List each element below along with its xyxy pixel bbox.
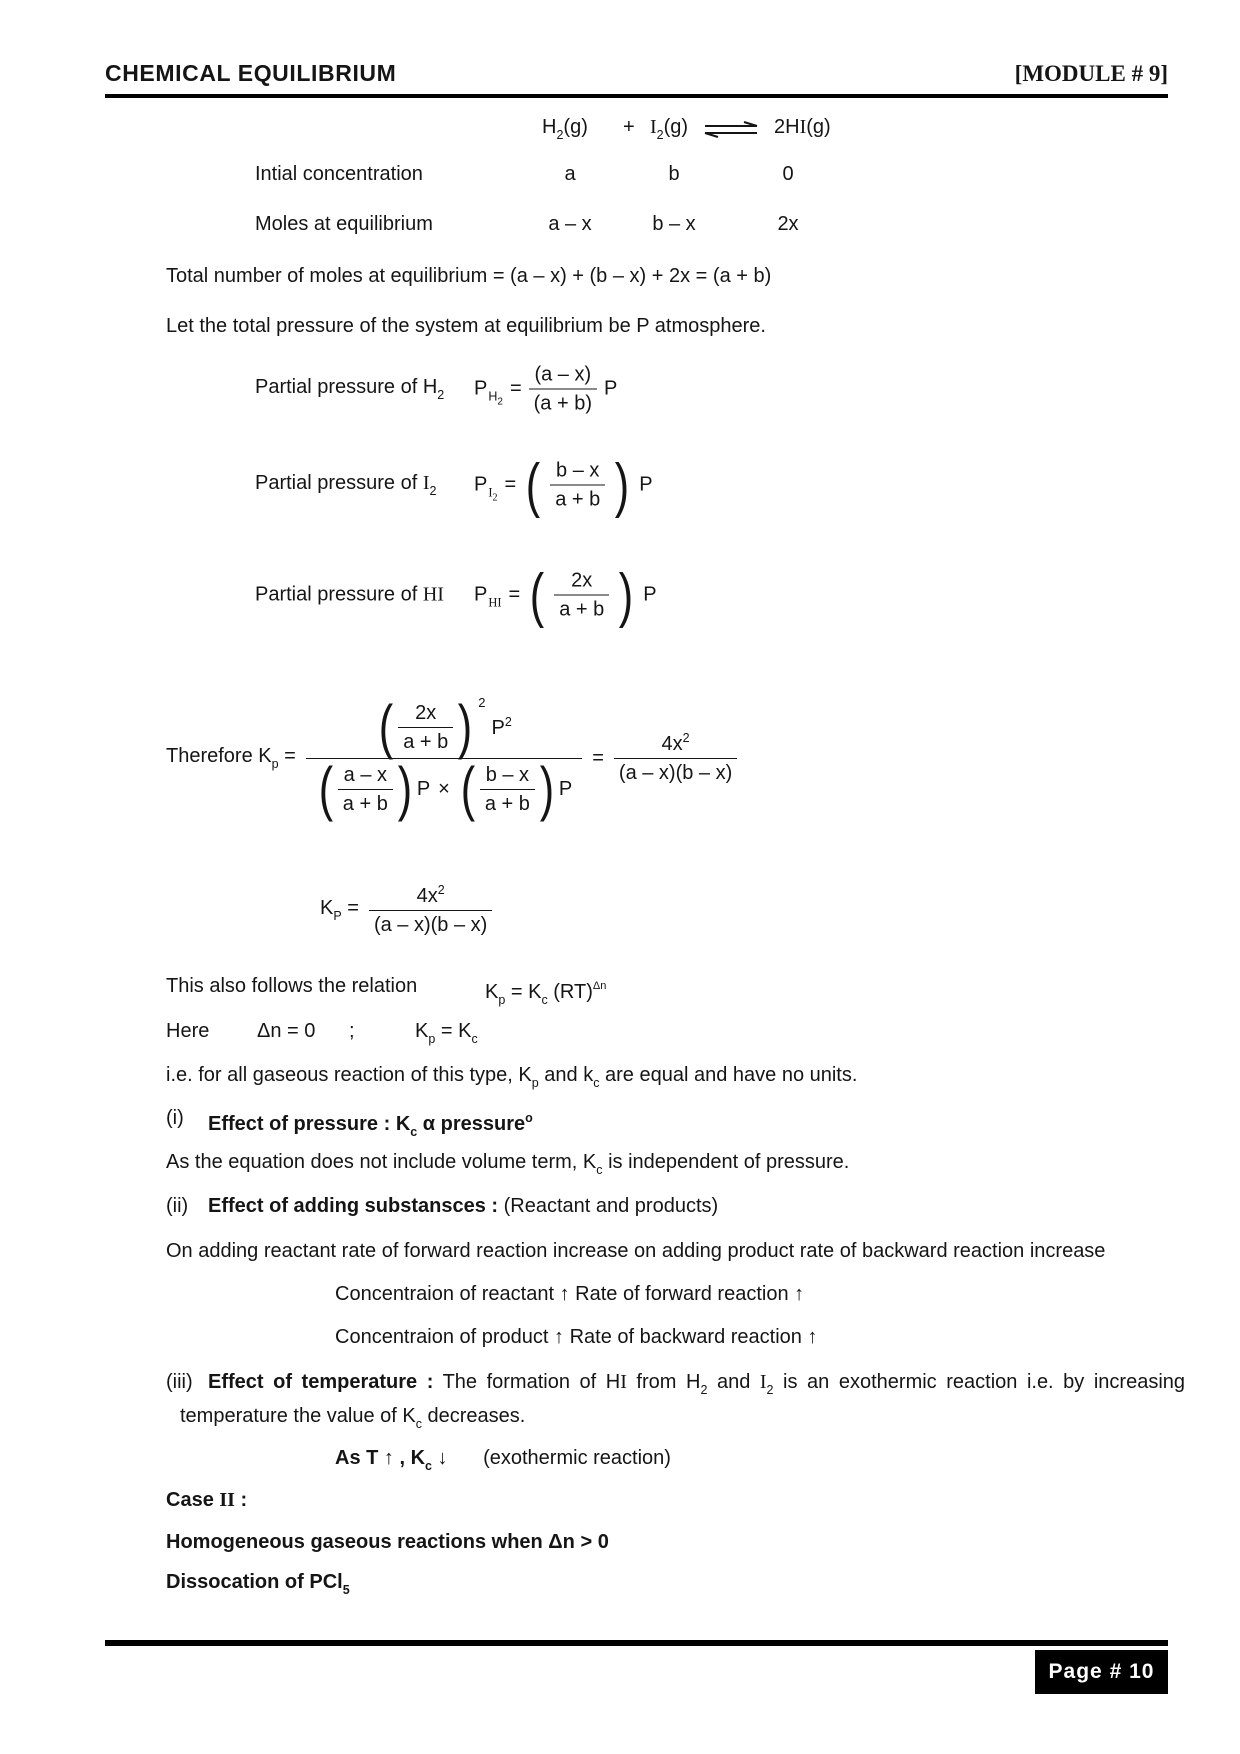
label-chem: HI [422, 583, 444, 606]
pressure-factor: P [639, 473, 653, 496]
dissociation-heading [166, 1569, 350, 1603]
therefore-label [166, 745, 296, 771]
equals-sign: = [510, 981, 523, 1003]
numerator: 2x [571, 569, 593, 592]
partial-pressure-i2-label [255, 472, 436, 498]
partial-pressure-hi-row [0, 560, 1240, 630]
ie-text: are equal and have no units. [599, 1064, 858, 1086]
k-subscript: c [471, 1032, 478, 1046]
h2-subscript: 2 [556, 128, 564, 142]
pressure-factor: P [558, 777, 573, 800]
row-label: Moles at equilibrium [255, 213, 433, 235]
down-arrow-icon: ↓ [431, 1447, 448, 1469]
section-adding-body: On adding reactant rate of forward reaction increase on adding product rate of backward reaction increase [166, 1240, 1106, 1262]
k-subscript: p [498, 993, 506, 1007]
body-text: temperature the value of K [180, 1405, 416, 1427]
i2-subscript: 2 [766, 1383, 774, 1397]
partial-pressure-h2-row [0, 356, 1240, 422]
denominator: a + b [554, 595, 609, 623]
p-letter: P [491, 716, 505, 739]
p-symbol [474, 377, 503, 408]
denominator: (a – x)(b – x) [369, 910, 492, 938]
ie-text: i.e. for all gaseous reaction of this type, K [166, 1064, 532, 1086]
ie-line [166, 1062, 857, 1096]
k-subscript: c [415, 1417, 422, 1431]
table-row-equilibrium [0, 213, 1240, 239]
denominator: (a + b) [529, 389, 597, 417]
product-coefficient: 2H [774, 116, 800, 138]
fraction [338, 762, 393, 817]
p-letter: P [474, 473, 488, 496]
case-text: Case [166, 1489, 220, 1511]
numerator-exponent: 2 [682, 731, 690, 745]
roman-numeral: II [219, 1489, 235, 1511]
section-pressure-heading [166, 1105, 533, 1139]
exothermic-label: (exothermic reaction) [483, 1447, 671, 1469]
partial-pressure-hi-formula [474, 561, 657, 628]
page-header [105, 60, 1168, 98]
heading-text: Effect of adding substansces : [208, 1195, 499, 1217]
partial-pressure-i2-formula [474, 451, 653, 518]
section-temperature-heading [166, 1369, 1186, 1397]
reactant-h2 [542, 116, 588, 142]
reaction-equation [0, 116, 1240, 144]
h2-state: (g) [563, 116, 588, 138]
cell-i2-equilibrium: b – x [652, 213, 696, 235]
partial-pressure-h2-formula [474, 362, 617, 417]
result-fraction [369, 882, 492, 938]
kp-subscript: p [271, 757, 279, 771]
cell-h2-initial: a [564, 163, 576, 185]
i2-symbol: I [650, 116, 657, 138]
right-paren: ) [458, 693, 473, 760]
k-subscript: c [593, 1076, 600, 1090]
k-subscript: p [428, 1032, 436, 1046]
page-title: CHEMICAL EQUILIBRIUM [105, 60, 397, 86]
body-text: decreases. [421, 1405, 526, 1427]
equals-sign: = [504, 473, 517, 496]
semicolon: ; [349, 1020, 355, 1042]
kp-result-equation [320, 876, 492, 944]
p-symbol [474, 473, 498, 504]
p-letter: P [474, 583, 488, 606]
section-number: (i) [166, 1107, 184, 1129]
cell-h2-equilibrium: a – x [548, 213, 592, 235]
case-2-heading [166, 1487, 247, 1513]
concentration-reactant-line: Concentraion of reactant ↑ Rate of forward reaction ↑ [335, 1283, 805, 1305]
k-subscript: c [541, 993, 548, 1007]
numerator: (a – x) [534, 363, 592, 386]
right-paren: ) [539, 755, 555, 822]
equilibrium-arrows-icon [702, 121, 760, 139]
numerator [412, 882, 450, 910]
p-subscript [488, 485, 498, 504]
fraction [550, 458, 605, 513]
equals-sign: = [284, 745, 296, 767]
k-letter: K [485, 981, 499, 1003]
left-paren: ( [379, 693, 394, 760]
kp-kc-equality [415, 1018, 478, 1052]
body-text: As the equation does not include volume term, K [166, 1151, 597, 1173]
let-pressure-line: Let the total pressure of the system at equilibrium be P atmosphere. [166, 315, 766, 337]
equals-sign: = [592, 746, 604, 769]
label-subscript: 2 [429, 484, 437, 498]
denominator: a + b [398, 727, 453, 755]
p-squared [491, 715, 511, 740]
k-subscript: P [333, 909, 342, 923]
p-subscript-main: I [488, 485, 493, 500]
left-paren: ( [318, 755, 333, 822]
k-subscript: c [596, 1163, 603, 1177]
as-t-bold [335, 1447, 448, 1473]
denominator: (a – x)(b – x) [614, 758, 737, 786]
table-row-initial [0, 163, 1240, 189]
zero-exponent: o [525, 1111, 533, 1125]
p-symbol [474, 583, 502, 610]
left-paren: ( [460, 755, 476, 822]
i2-subscript: 2 [656, 128, 664, 142]
reactant-i2 [650, 116, 688, 142]
h2-symbol: H [542, 116, 557, 138]
k-letter: K [458, 1020, 472, 1042]
ie-text: and k [538, 1064, 594, 1086]
heading-text: Effect of temperature : [208, 1371, 434, 1393]
cell-hi-equilibrium: 2x [777, 213, 799, 235]
body-text: from H [626, 1371, 701, 1393]
numerator-text: 4x [416, 885, 438, 907]
exothermic-note-line [335, 1445, 671, 1479]
relation-line [166, 973, 1168, 1007]
relation-formula [485, 973, 606, 1013]
kp-derivation-equation [166, 690, 737, 826]
k-letter: K [528, 981, 542, 1003]
k-letter: K [320, 897, 334, 919]
main-denominator [306, 755, 582, 822]
pressure-factor: P [643, 583, 657, 606]
numerator: b – x [485, 763, 530, 786]
numerator-text: 4x [661, 733, 683, 755]
plus-sign: + [623, 116, 635, 138]
here-text: Here [166, 1020, 210, 1042]
p-subscript-sub: 2 [492, 492, 498, 504]
section-heading-text [208, 1105, 533, 1145]
k-subscript: p [531, 1076, 539, 1090]
right-paren: ) [619, 561, 634, 628]
section-heading-text [208, 1369, 1185, 1403]
heading-tail: (Reactant and products) [498, 1195, 719, 1217]
equals-sign: = [347, 897, 359, 919]
here-line [166, 1018, 1168, 1044]
times-sign: × [438, 777, 450, 800]
row-label: Intial concentration [255, 163, 423, 185]
i2-state: (g) [663, 116, 689, 138]
total-moles-line: Total number of moles at equilibrium = (a – x) + (b – x) + 2x = (a + b) [166, 265, 772, 287]
right-paren: ) [397, 755, 413, 822]
label-text: Partial pressure of [255, 583, 423, 606]
section-adding-heading [166, 1193, 719, 1219]
fraction [398, 700, 453, 755]
cell-hi-initial: 0 [782, 163, 794, 185]
heading-text: Dissocation of PCl [166, 1571, 343, 1593]
left-paren: ( [526, 451, 541, 518]
concentration-product-line: Concentraion of product ↑ Rate of backward reaction ↑ [335, 1326, 818, 1348]
p-subscript: HI [488, 595, 502, 610]
denominator: a + b [480, 789, 535, 817]
k-letter: K [415, 1020, 429, 1042]
product-state: (g) [806, 116, 831, 138]
main-fraction [306, 693, 582, 822]
equals-sign: = [440, 1020, 453, 1042]
body-text: The formation of H [433, 1371, 621, 1393]
product-i: I [799, 116, 807, 138]
numerator: b – x [556, 459, 600, 482]
section-heading-text [208, 1193, 718, 1219]
k-subscript: c [425, 1459, 432, 1473]
p-subscript [488, 389, 503, 408]
p-letter: P [474, 377, 488, 400]
fraction [529, 362, 597, 417]
partial-pressure-i2-row [0, 450, 1240, 520]
delta-n-exponent: Δn [592, 980, 607, 992]
numerator: a – x [343, 763, 387, 786]
footer-rule [105, 1640, 1168, 1646]
numerator: 2x [415, 701, 437, 724]
therefore-text: Therefore K [166, 745, 272, 767]
i2-symbol: I [759, 1371, 767, 1393]
section-number: (iii) [166, 1371, 193, 1393]
section-temperature-body-2 [180, 1403, 525, 1437]
heading-text: Effect of pressure : K [208, 1113, 411, 1135]
squared-exponent: 2 [478, 694, 486, 710]
denominator: a + b [550, 485, 605, 513]
label-subscript: 2 [437, 388, 445, 402]
delta-n-value: Δn = 0 [257, 1020, 316, 1042]
p-subscript-sub: 2 [497, 396, 503, 408]
partial-pressure-h2-label [255, 376, 444, 402]
pressure-factor: P [603, 377, 618, 400]
label-text: Partial pressure of H [255, 376, 438, 398]
pcl5-subscript: 5 [342, 1583, 350, 1597]
fraction [480, 762, 535, 817]
left-paren: ( [530, 561, 545, 628]
section-number: (ii) [166, 1195, 189, 1217]
bold-text: As T ↑ , K [335, 1447, 426, 1469]
body-text: is an exothermic reaction i.e. by increasing [773, 1371, 1186, 1393]
k-subscript: c [410, 1125, 418, 1139]
numerator-exponent: 2 [437, 883, 445, 897]
section-pressure-body [166, 1149, 849, 1183]
homogeneous-heading: Homogeneous gaseous reactions when Δn > 0 [166, 1531, 609, 1553]
numerator [657, 730, 695, 758]
h2-subscript: 2 [700, 1383, 708, 1397]
p-subscript-main: H [488, 389, 498, 404]
pressure-factor: P [416, 777, 431, 800]
equals-sign: = [509, 377, 522, 400]
p-exponent: 2 [504, 714, 512, 729]
label-chem: I [422, 472, 430, 494]
denominator: a + b [338, 789, 393, 817]
hi-symbol: I [620, 1371, 627, 1393]
module-label: [MODULE # 9] [1014, 61, 1168, 86]
kp-symbol [320, 897, 359, 923]
cell-i2-initial: b [668, 163, 680, 185]
label-text: Partial pressure of [255, 472, 423, 494]
partial-pressure-hi-label [255, 584, 444, 607]
heading-text: α pressure [417, 1113, 526, 1135]
right-paren: ) [615, 451, 630, 518]
equals-sign: = [508, 583, 521, 606]
relation-text: This also follows the relation [166, 975, 418, 997]
fraction [554, 568, 609, 623]
product-2hi [774, 116, 831, 139]
case-text: : [234, 1489, 248, 1511]
rt-term: (RT) [553, 981, 593, 1003]
main-numerator [366, 693, 522, 760]
result-fraction [614, 730, 737, 786]
body-text: and [707, 1371, 760, 1393]
body-text: is independent of pressure. [602, 1151, 850, 1173]
page-number-badge: Page # 10 [1035, 1650, 1168, 1694]
